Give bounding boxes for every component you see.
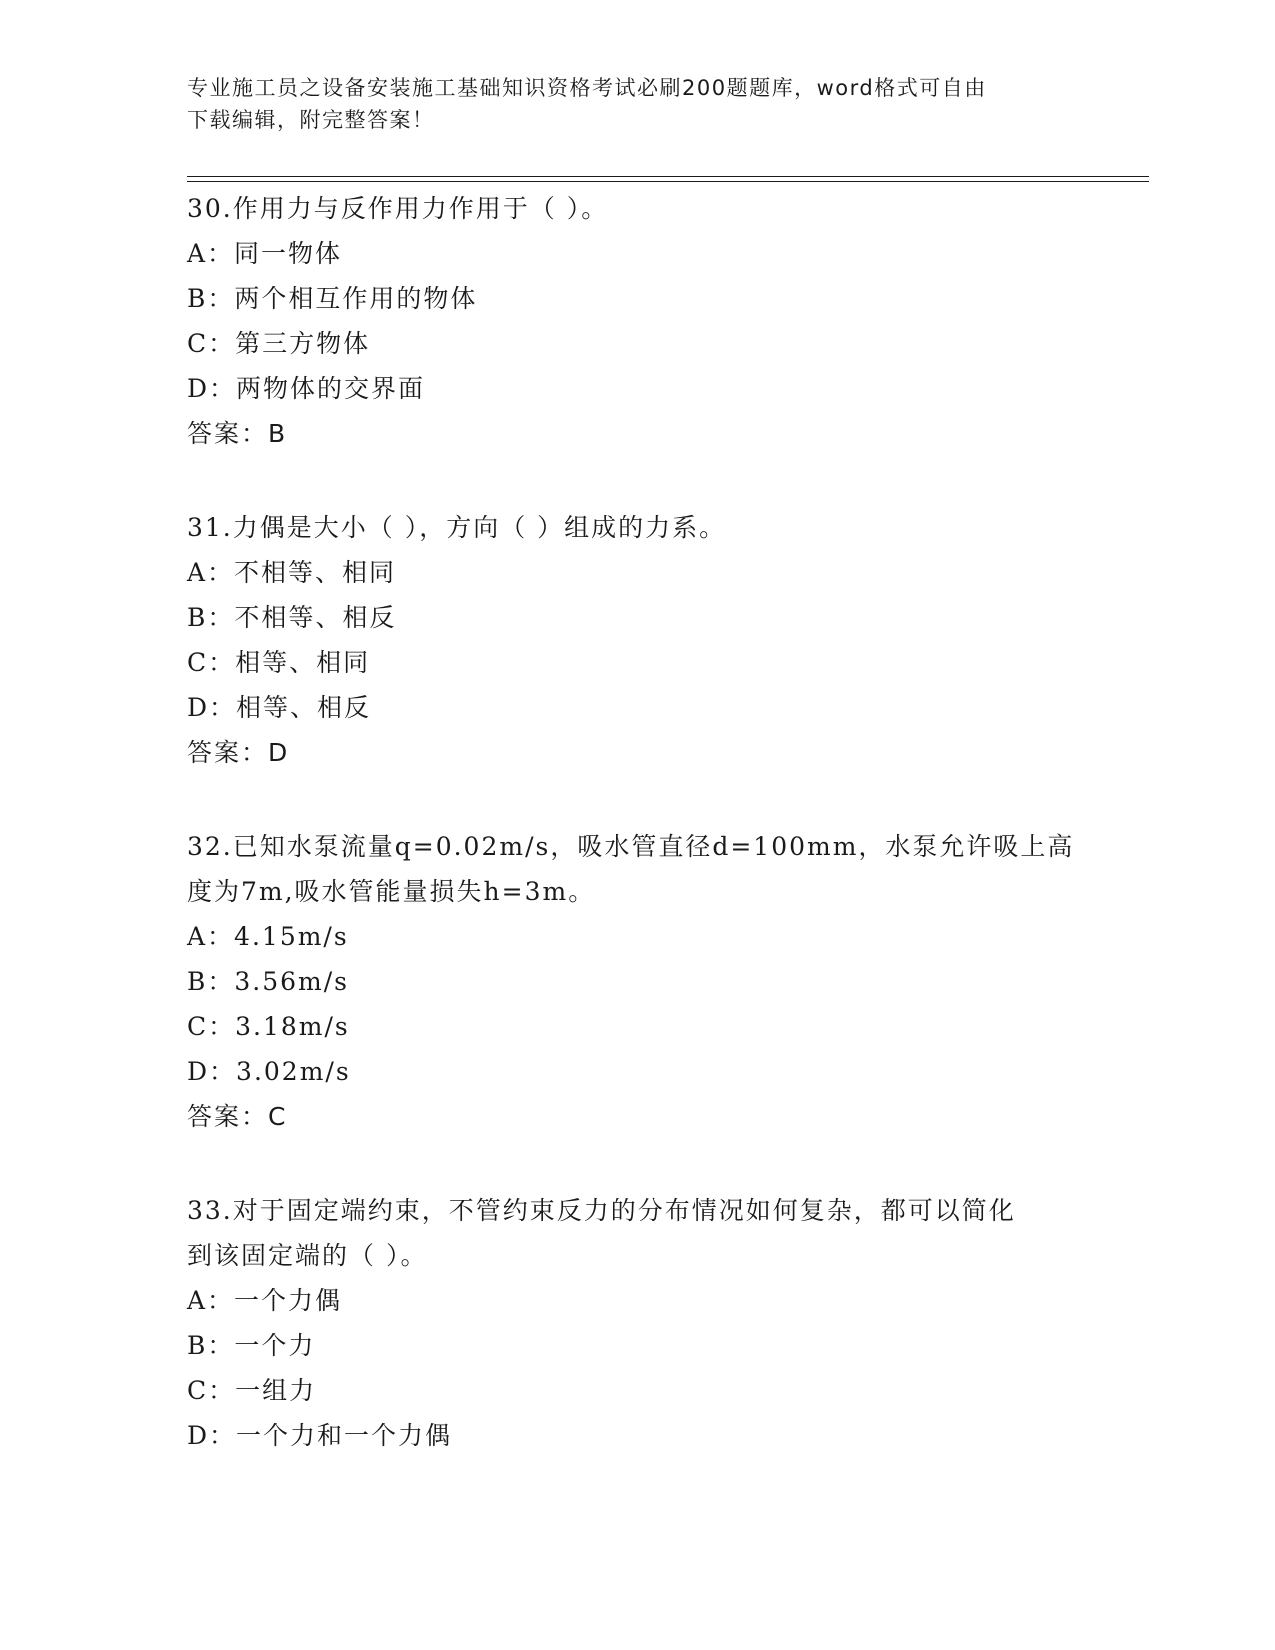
option-c: C：第三方物体 bbox=[187, 329, 371, 358]
header-divider-bottom bbox=[187, 181, 1149, 182]
option-c: C：相等、相同 bbox=[187, 648, 371, 677]
option-b: B：不相等、相反 bbox=[187, 603, 397, 632]
header-line-2: 下载编辑，附完整答案！ bbox=[187, 108, 435, 132]
option-c: C：一组力 bbox=[187, 1376, 317, 1405]
option-c: C：3.18m/s bbox=[187, 1012, 350, 1041]
header-line-1: 专业施工员之设备安装施工基础知识资格考试必刷200题题库，word格式可自由 bbox=[187, 76, 987, 100]
option-d: D：3.02m/s bbox=[187, 1057, 351, 1086]
option-a: A：同一物体 bbox=[187, 239, 343, 268]
question-stem: 30.作用力与反作用力作用于（ ）。 bbox=[187, 194, 609, 223]
question-33 bbox=[187, 1188, 1087, 1458]
option-d: D：两物体的交界面 bbox=[187, 374, 426, 403]
question-stem-line-1: 33.对于固定端约束，不管约束反力的分布情况如何复杂，都可以简化 bbox=[187, 1196, 1016, 1225]
option-b: B：3.56m/s bbox=[187, 967, 349, 996]
answer: 答案：B bbox=[187, 419, 288, 448]
option-a: A：不相等、相同 bbox=[187, 558, 397, 587]
question-stem: 31.力偶是大小（ ），方向（ ）组成的力系。 bbox=[187, 513, 727, 542]
question-30 bbox=[187, 186, 1087, 456]
question-32 bbox=[187, 824, 1087, 1139]
document-header bbox=[187, 72, 1067, 136]
option-d: D：相等、相反 bbox=[187, 693, 372, 722]
header-divider-top bbox=[187, 176, 1149, 177]
answer: 答案：C bbox=[187, 1102, 288, 1131]
answer: 答案：D bbox=[187, 738, 290, 767]
option-a: A：4.15m/s bbox=[187, 922, 349, 951]
question-stem-line-2: 度为7m,吸水管能量损失h=3m。 bbox=[187, 877, 596, 906]
option-a: A：一个力偶 bbox=[187, 1286, 343, 1315]
question-stem-line-1: 32.已知水泵流量q=0.02m/s，吸水管直径d=100mm，水泵允许吸上高 bbox=[187, 832, 1075, 861]
option-b: B：一个力 bbox=[187, 1331, 316, 1360]
question-stem-line-2: 到该固定端的（ ）。 bbox=[187, 1241, 428, 1270]
question-31 bbox=[187, 505, 1087, 775]
option-b: B：两个相互作用的物体 bbox=[187, 284, 478, 313]
option-d: D：一个力和一个力偶 bbox=[187, 1421, 453, 1450]
